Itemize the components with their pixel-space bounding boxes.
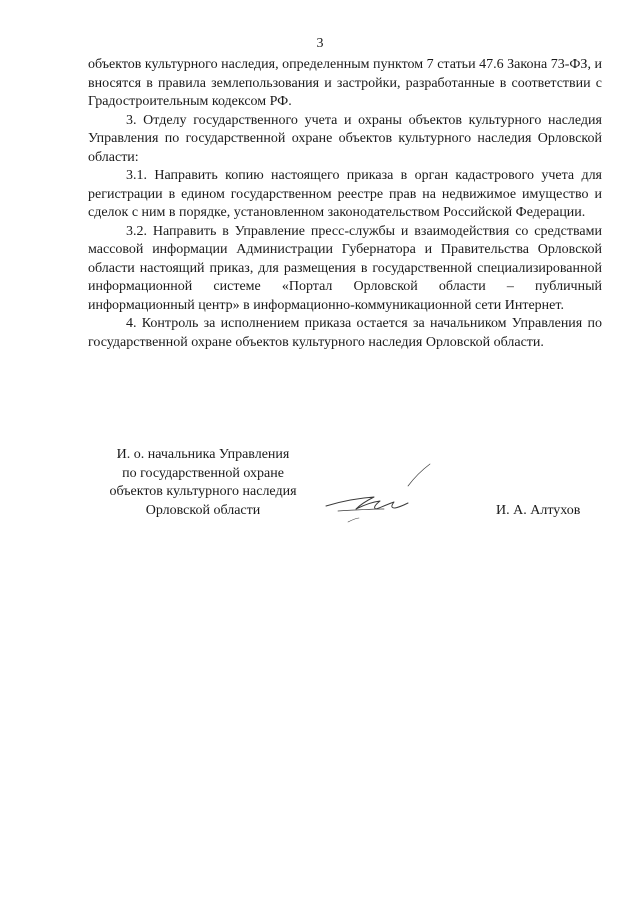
signer-position-line: по государственной охране [122,465,284,481]
signer-position-line: Орловской области [145,502,261,518]
paragraph-item-3-1: 3.1. Направить копию настоящего приказа в орган кадастрового учета для регистрации в едином государственном реестре прав на недвижимое имущество и сделок с ним в порядке, установленном законодательством Российской Федерации. [88,168,602,220]
signer-position [96,446,310,520]
signer-position-line: И. о. начальника Управления [116,447,290,462]
paragraph-continuation: объектов культурного наследия, определенным пунктом 7 статьи 47.6 Закона 73-ФЗ, и вносятся в правила землепользования и застройки, разработанные в соответствии с Градостроительным кодексом РФ. [88,57,602,109]
document-body [88,56,602,352]
signature-block [0,446,640,526]
handwritten-signature [318,460,438,532]
paragraph-item-3: 3. Отделу государственного учета и охраны объектов культурного наследия Управления по государственной охране объектов культурного наследия Орловской области: [88,112,602,165]
paragraph-item-3-2: 3.2. Направить в Управление пресс-службы и взаимодействия со средствами массовой информации Администрации Губернатора и Правительства Орловской области настоящий приказ, для размещения в государственной специализированной информационной системе «Портал Орловской области – публичный информационный центр» в информационно-коммуникационной сети Интернет. [88,223,602,313]
signer-position-line: объектов культурного наследия [109,484,297,499]
signer-name: И. А. Алтухов [496,502,581,518]
paragraph-item-4: 4. Контроль за исполнением приказа остается за начальником Управления по государственной охране объектов культурного наследия Орловской области. [88,316,602,350]
page-number: 3 [316,36,324,51]
